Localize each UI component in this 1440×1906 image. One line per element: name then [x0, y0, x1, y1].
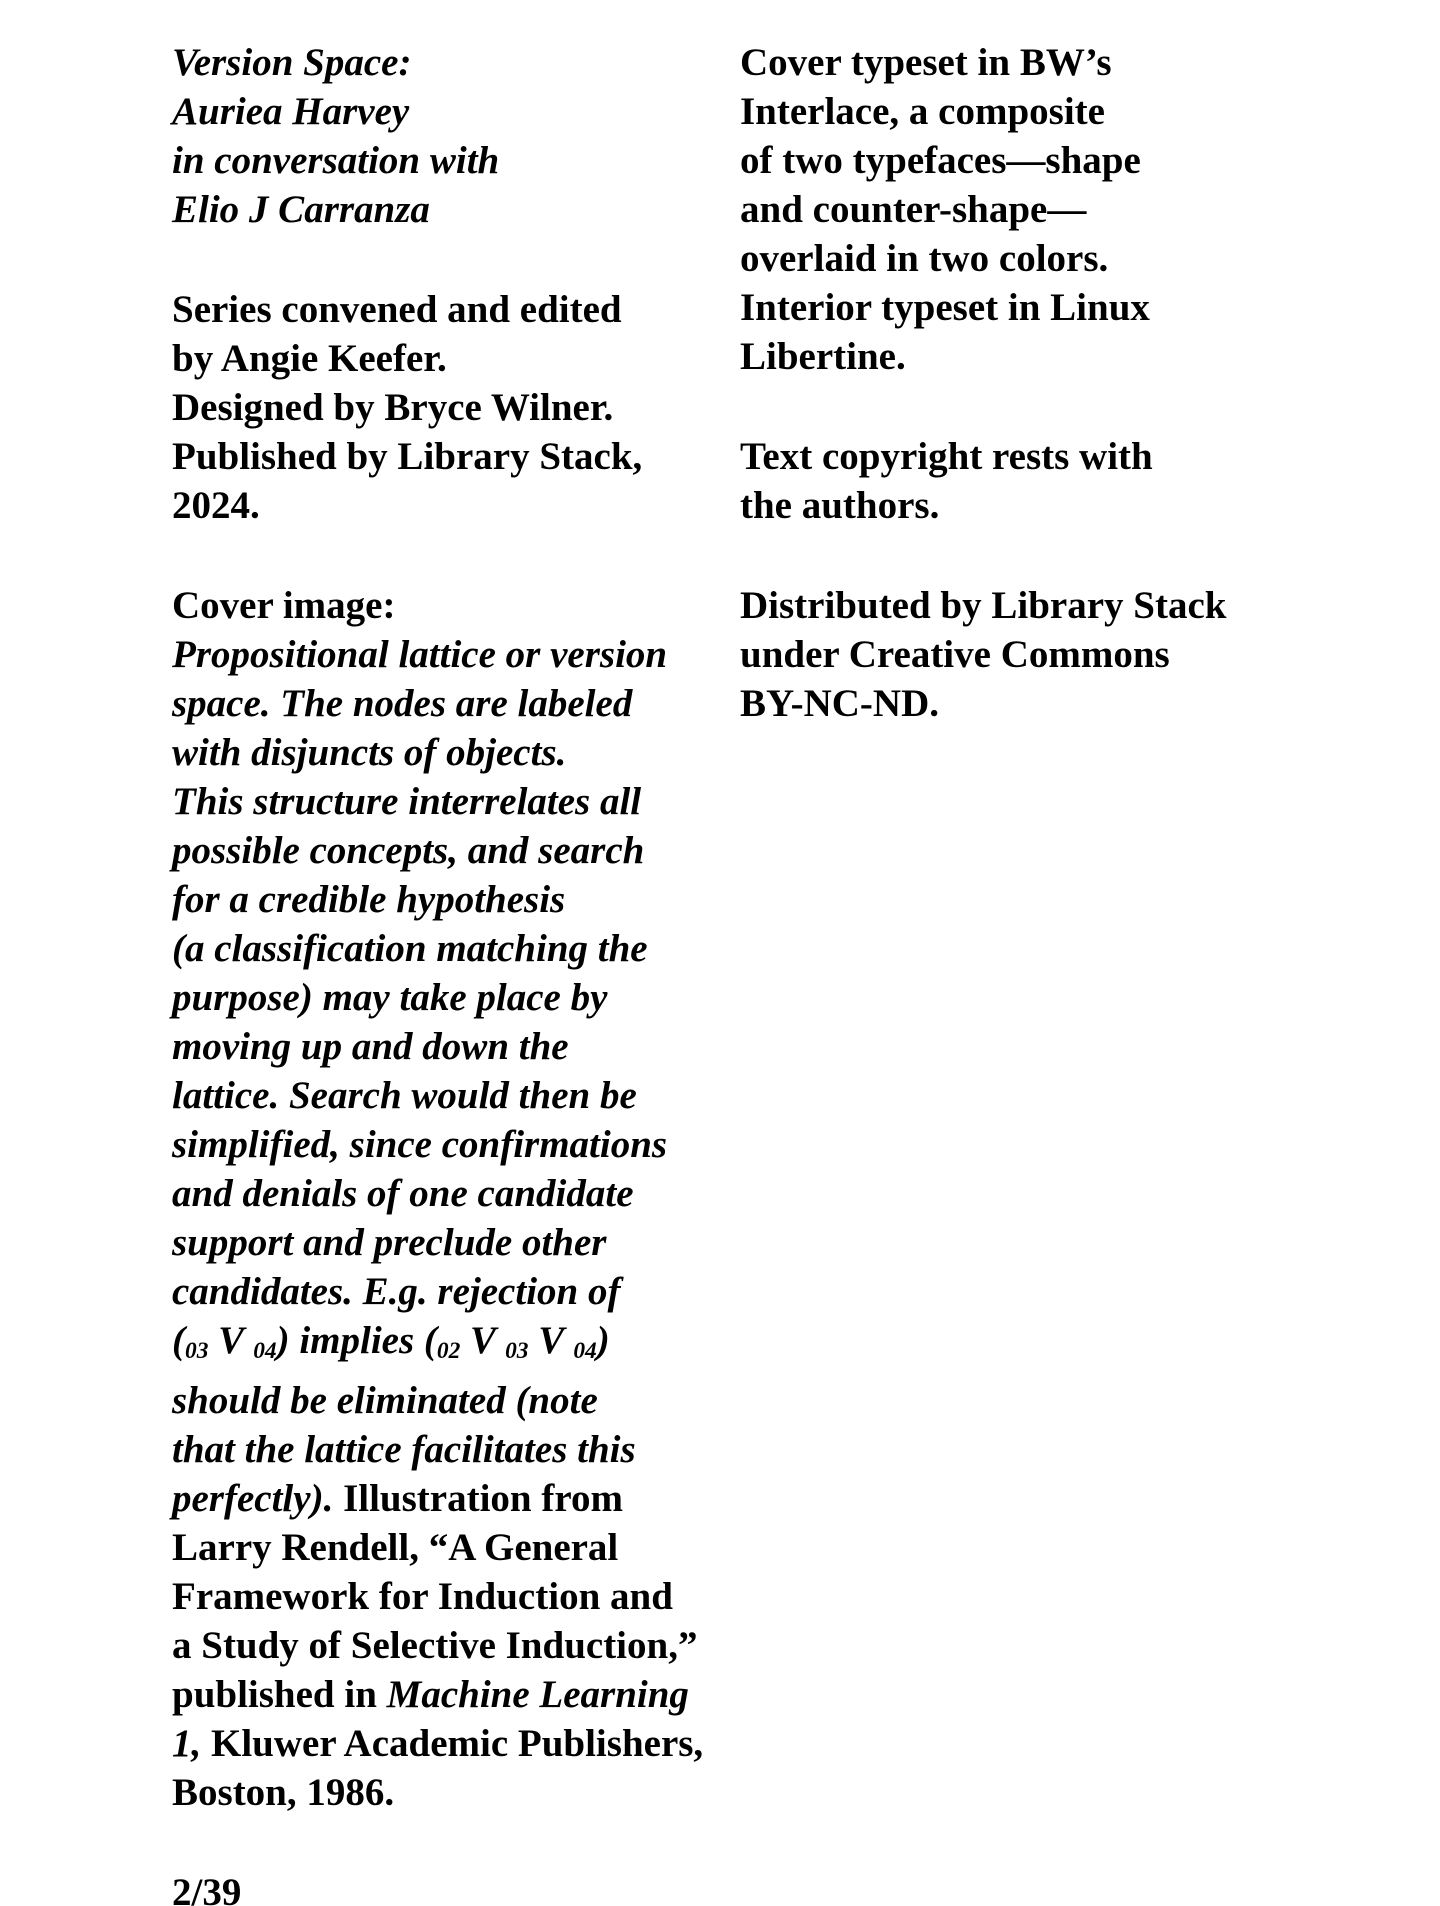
text-line [172, 1316, 717, 1376]
text-line [172, 1523, 717, 1572]
text-line [172, 826, 717, 875]
text-line [172, 285, 717, 334]
text-run: with disjuncts of objects. [172, 731, 567, 774]
right-column [740, 38, 1340, 728]
publication-credits-block [172, 285, 717, 530]
text-line [740, 432, 1340, 481]
text-line [172, 481, 717, 530]
text-run: that the lattice facilitates this [172, 1428, 636, 1472]
text-line [172, 679, 717, 728]
title-block [172, 38, 717, 234]
text-run: Published by Library Stack, [172, 435, 643, 478]
text-run: purpose) may take place by [172, 976, 608, 1019]
text-run: This structure interrelates all [172, 780, 642, 823]
subscript-run: 04 [573, 1338, 597, 1365]
text-run: V [528, 1319, 574, 1362]
distribution-note-block [740, 581, 1340, 728]
text-run: perfectly). [172, 1477, 334, 1521]
subscript-run: 03 [505, 1338, 529, 1365]
text-run: Version Space: [172, 41, 412, 84]
text-run: overlaid in two colors. [740, 237, 1109, 280]
text-run: should be eliminated (note [172, 1379, 598, 1423]
left-column [172, 38, 717, 1906]
text-line [172, 1120, 717, 1169]
text-run: by Angie Keefer. [172, 337, 447, 380]
text-run: 1, [172, 1722, 202, 1766]
text-run: in conversation with [172, 139, 500, 182]
text-run: Kluwer Academic Publishers, [201, 1722, 704, 1766]
text-line [172, 87, 717, 136]
text-run: Interlace, a composite [740, 90, 1105, 133]
text-line [172, 432, 717, 481]
text-line [740, 332, 1340, 381]
text-run: Propositional lattice or version [172, 633, 668, 676]
text-run: Text copyright rests with [740, 435, 1153, 478]
text-line [172, 1572, 717, 1621]
copyright-note-block [740, 432, 1340, 530]
text-run: under Creative Commons [740, 633, 1170, 676]
text-run: and counter-shape— [740, 188, 1087, 231]
text-run: moving up and down the [172, 1025, 569, 1068]
text-run: Libertine. [740, 335, 906, 378]
text-run: candidates. E.g. rejection of [172, 1270, 621, 1313]
text-line [172, 973, 717, 1022]
text-run: Larry Rendell, “A General [172, 1526, 619, 1570]
text-line [172, 581, 717, 630]
text-line [172, 334, 717, 383]
text-run: ) [596, 1319, 610, 1362]
text-line [740, 481, 1340, 530]
text-line [172, 1022, 717, 1071]
text-line [172, 1425, 717, 1474]
text-line [172, 1267, 717, 1316]
text-line [172, 1474, 717, 1523]
text-run: Machine Learning [386, 1673, 689, 1717]
text-line [740, 136, 1340, 185]
text-run: Interior typeset in Linux [740, 286, 1150, 329]
text-line [740, 630, 1340, 679]
text-run: ( [172, 1319, 185, 1362]
text-run: Cover image: [172, 584, 396, 627]
text-run: V [460, 1319, 506, 1362]
text-run: (a classification matching the [172, 927, 648, 970]
text-line [172, 1719, 717, 1768]
text-line [172, 38, 717, 87]
text-line [172, 1376, 717, 1425]
text-run: V [208, 1319, 254, 1362]
text-run: support and preclude other [172, 1221, 607, 1264]
text-run: Auriea Harvey [172, 90, 410, 133]
text-line [172, 1621, 717, 1670]
text-run: space. The nodes are labeled [172, 682, 633, 725]
subscript-run: 03 [185, 1338, 209, 1365]
text-run: Series convened and edited [172, 288, 622, 331]
text-line [740, 185, 1340, 234]
text-line [740, 87, 1340, 136]
text-run: Cover typeset in BW’s [740, 41, 1112, 84]
text-run: Illustration from [333, 1477, 623, 1521]
text-line [172, 185, 717, 234]
text-line [172, 630, 717, 679]
text-line [172, 136, 717, 185]
text-line [740, 283, 1340, 332]
subscript-run: 04 [253, 1338, 277, 1365]
text-run: 2/39 [172, 1871, 242, 1906]
text-line [740, 234, 1340, 283]
text-run: and denials of one candidate [172, 1172, 634, 1215]
page-number [172, 1868, 717, 1906]
text-line [172, 1071, 717, 1120]
text-run: a Study of Selective Induction,” [172, 1624, 698, 1668]
text-run: Boston, 1986. [172, 1771, 395, 1815]
text-line [172, 924, 717, 973]
text-line [172, 1670, 717, 1719]
text-line [172, 383, 717, 432]
text-line [172, 875, 717, 924]
typesetting-note-block [740, 38, 1340, 381]
text-run: published in [172, 1673, 387, 1717]
text-run: of two typefaces—shape [740, 139, 1141, 182]
text-line [172, 777, 717, 826]
text-line [740, 38, 1340, 87]
text-run: Distributed by Library Stack [740, 584, 1227, 627]
text-line [740, 581, 1340, 630]
text-run: possible concepts, and search [172, 829, 645, 872]
text-run: simplified, since confirmations [172, 1123, 668, 1166]
text-run: for a credible hypothesis [172, 878, 566, 921]
text-line [172, 1768, 717, 1817]
text-run: Framework for Induction and [172, 1575, 673, 1619]
text-run: lattice. Search would then be [172, 1074, 637, 1117]
text-run: Designed by Bryce Wilner. [172, 386, 614, 429]
subscript-run: 02 [436, 1338, 461, 1365]
text-line [740, 679, 1340, 728]
text-run: ) implies ( [276, 1319, 437, 1362]
text-line [172, 1169, 717, 1218]
text-run: 2024. [172, 484, 260, 527]
text-run: the authors. [740, 484, 940, 527]
text-line [172, 1868, 717, 1906]
text-run: Elio J Carranza [172, 188, 430, 231]
text-line [172, 1218, 717, 1267]
text-line [172, 728, 717, 777]
cover-image-note-block [172, 581, 717, 1817]
text-run: BY-NC-ND. [740, 682, 939, 725]
